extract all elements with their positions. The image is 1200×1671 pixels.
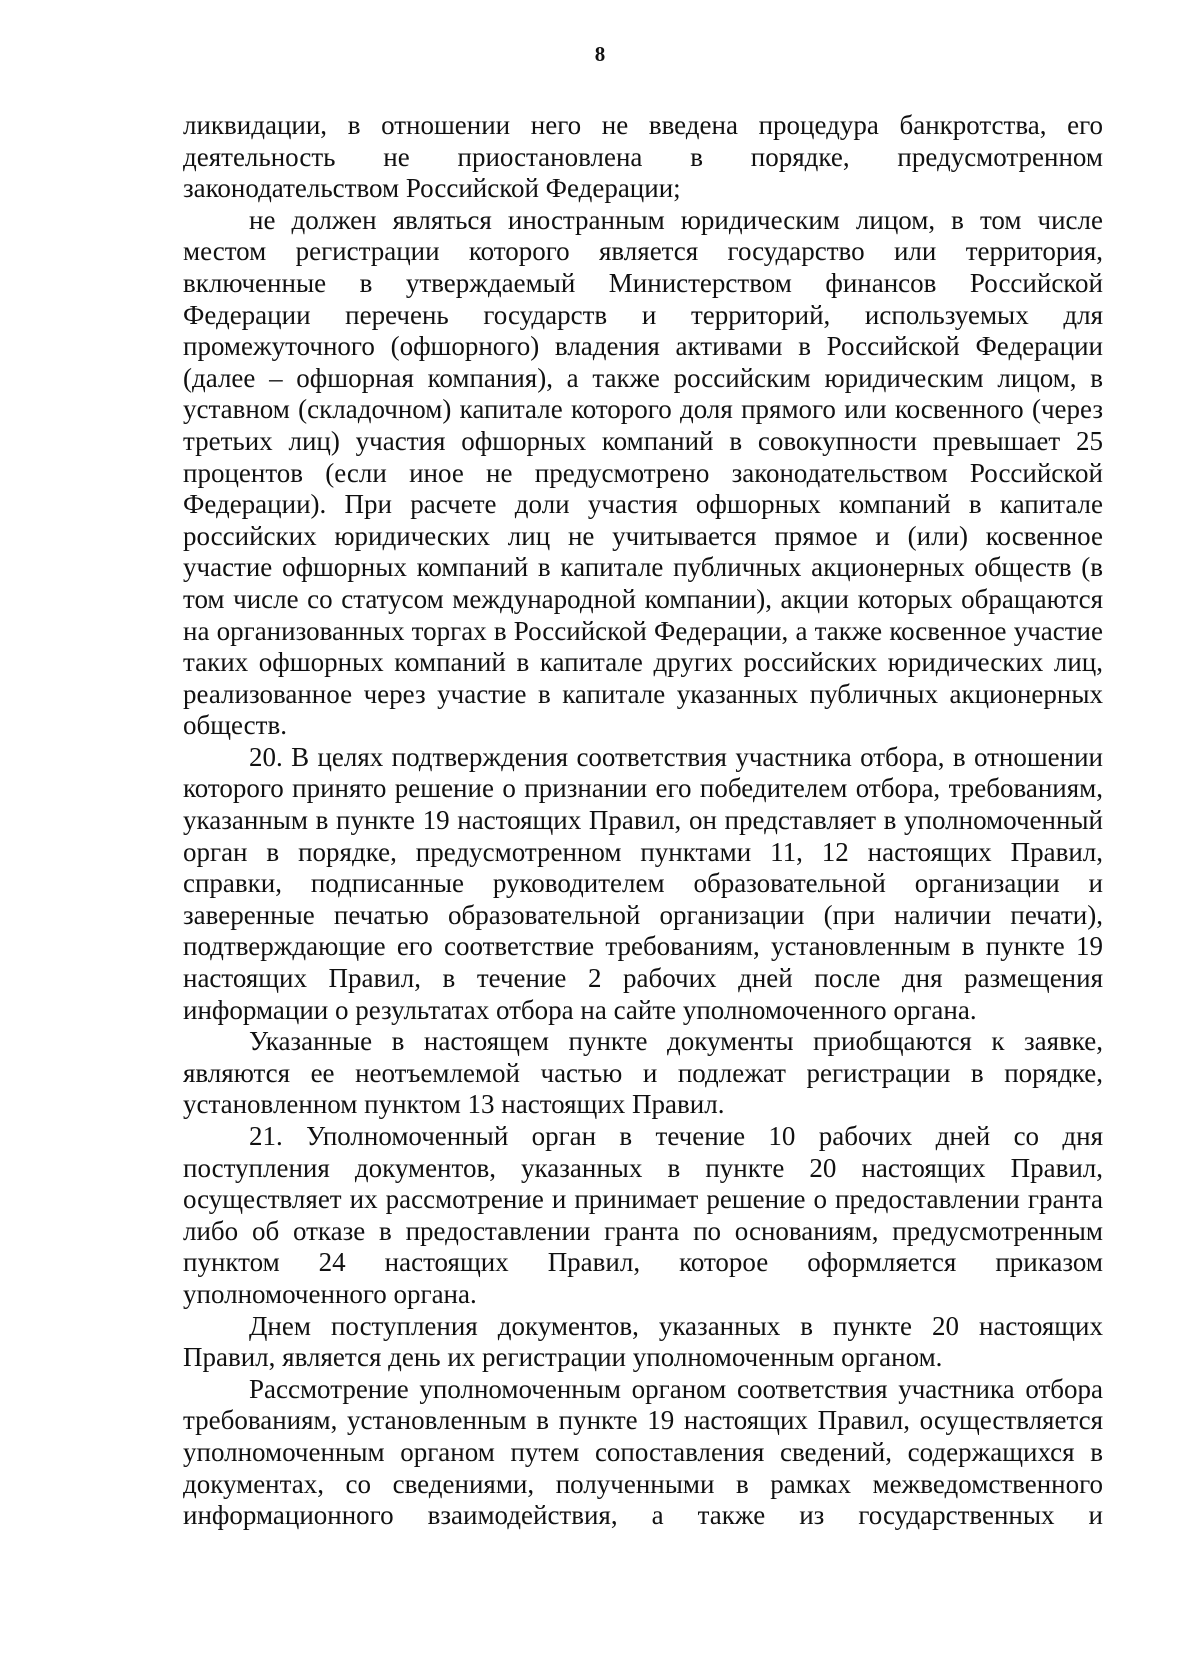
paragraph-documents-attached: Указанные в настоящем пункте документы приобщаются к заявке, являются ее неотъемлемой частью и подлежат регистрации в порядке, установленном пунктом 13 настоящих Правил. (183, 1026, 1103, 1120)
page-number: 8 (594, 42, 606, 66)
paragraph-item-21: 21. Уполномоченный орган в течение 10 рабочих дней со дня поступления документов, указанных в пункте 20 настоящих Правил, осуществляет их рассмотрение и принимает решение о предоставлении гранта либо об отказе в предоставлении гранта по основаниям, предусмотренным пунктом 24 настоящих Правил, которое оформляется приказом уполномоченного органа. (183, 1121, 1103, 1309)
paragraph-item-20: 20. В целях подтверждения соответствия участника отбора, в отношении которого принято решение о признании его победителем отбора, требованиям, указанным в пункте 19 настоящих Правил, он представляет в уполномоченный орган в порядке, предусмотренном пунктами 11, 12 настоящих Правил, справки, подписанные руководителем образовательной организации и заверенные печатью образовательной организации (при наличии печати), подтверждающие его соответствие требованиям, установленным в пункте 19 настоящих Правил, в течение 2 рабочих дней после дня размещения информации о результатах отбора на сайте уполномоченного органа. (183, 741, 1103, 1025)
paragraph-offshore-requirement: не должен являться иностранным юридическим лицом, в том числе местом регистрации которого является государство или территория, включенные в утверждаемый Министерством финансов Российской Федерации перечень государств и территорий, используемых для промежуточного (офшорного) владения активами в Российской Федерации (далее – офшорная компания), а также российским юридическим лицом, в уставном (складочном) капитале которого доля прямого или косвенного (через третьих лиц) участия офшорных компаний в совокупности превышает 25 процентов (если иное не предусмотрено законодательством Российской Федерации). При расчете доли участия офшорных компаний в капитале российских юридических лиц не учитывается прямое и (или) косвенное участие офшорных компаний в капитале публичных акционерных обществ (в том числе со статусом международной компании), акции которых обращаются на организованных торгах в Российской Федерации, а также косвенное участие таких офшорных компаний в капитале других российских юридических лиц, реализованное через участие в капитале указанных публичных акционерных обществ. (183, 204, 1103, 741)
paragraph-receipt-day: Днем поступления документов, указанных в пункте 20 настоящих Правил, является день их регистрации уполномоченным органом. (183, 1310, 1103, 1373)
document-body (183, 110, 1103, 1532)
paragraph-continuation: ликвидации, в отношении него не введена процедура банкротства, его деятельность не приостановлена в порядке, предусмотренном законодательством Российской Федерации; (183, 110, 1103, 204)
paragraph-review-process: Рассмотрение уполномоченным органом соответствия участника отбора требованиям, установленным в пункте 19 настоящих Правил, осуществляется уполномоченным органом путем сопоставления сведений, содержащихся в документах, со сведениями, полученными в рамках межведомственного информационного взаимодействия, а также из государственных и (183, 1373, 1103, 1531)
